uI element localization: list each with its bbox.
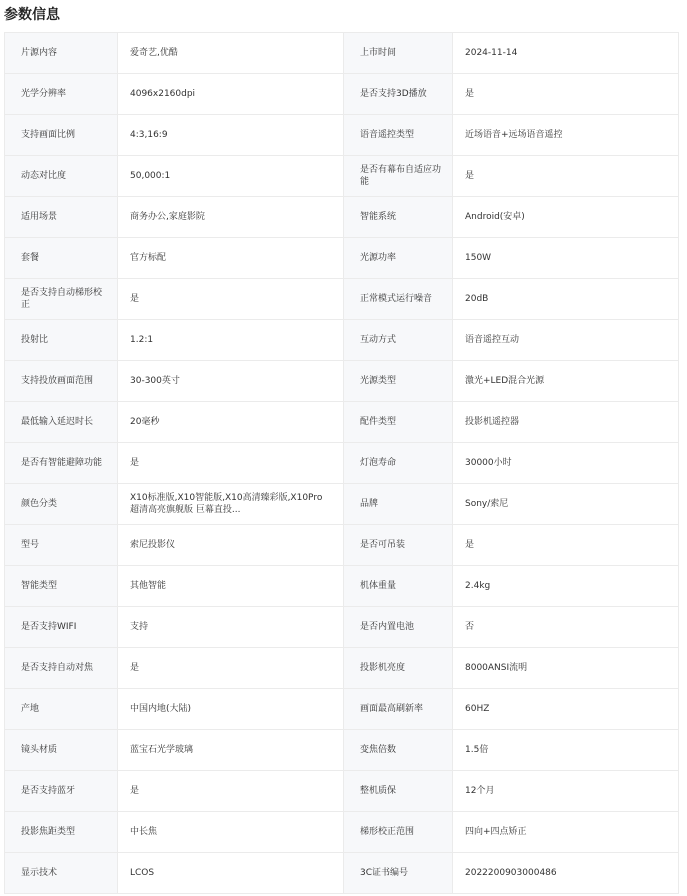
param-value: 语音遥控互动 bbox=[465, 335, 520, 345]
param-name-cell bbox=[5, 525, 118, 566]
param-name-cell bbox=[5, 279, 118, 320]
param-name: 是否支持自动梯形校正 bbox=[21, 288, 103, 310]
param-name: 动态对比度 bbox=[21, 171, 67, 181]
param-name-cell bbox=[344, 607, 453, 648]
param-value: 商务办公,家庭影院 bbox=[130, 212, 205, 222]
param-value: LCOS bbox=[130, 868, 155, 878]
param-value: 蓝宝石光学玻璃 bbox=[130, 745, 194, 755]
param-value: 4096x2160dpi bbox=[130, 89, 196, 99]
table-row bbox=[5, 853, 679, 894]
param-value: 是 bbox=[465, 171, 475, 181]
param-value: 4:3,16:9 bbox=[130, 130, 168, 140]
parameters-table-body bbox=[5, 33, 679, 894]
param-value: 1.5倍 bbox=[465, 745, 489, 755]
param-value-cell bbox=[453, 361, 679, 402]
param-name: 是否可吊装 bbox=[360, 540, 406, 550]
param-value-cell bbox=[453, 484, 679, 525]
param-value: 中长焦 bbox=[130, 827, 158, 837]
param-value-cell bbox=[118, 74, 344, 115]
param-name: 光源功率 bbox=[360, 253, 397, 263]
param-value: 中国内地(大陆) bbox=[130, 704, 192, 714]
param-name: 画面最高刷新率 bbox=[360, 704, 424, 714]
param-name-cell bbox=[344, 74, 453, 115]
table-row bbox=[5, 484, 679, 525]
param-name-cell bbox=[344, 771, 453, 812]
param-value-cell bbox=[118, 607, 344, 648]
param-value-cell bbox=[118, 812, 344, 853]
param-value-cell bbox=[118, 238, 344, 279]
param-value: Sony/索尼 bbox=[465, 499, 509, 509]
param-name-cell bbox=[344, 525, 453, 566]
param-value: 30-300英寸 bbox=[130, 376, 180, 386]
param-value-cell bbox=[118, 115, 344, 156]
param-name: 互动方式 bbox=[360, 335, 397, 345]
param-value: 是 bbox=[465, 89, 475, 99]
param-name: 最低输入延迟时长 bbox=[21, 417, 94, 427]
param-value-cell bbox=[453, 730, 679, 771]
param-name-cell bbox=[344, 566, 453, 607]
param-value-cell bbox=[453, 197, 679, 238]
param-value-cell bbox=[118, 853, 344, 894]
param-value: 支持 bbox=[130, 622, 149, 632]
param-name-cell bbox=[5, 607, 118, 648]
param-value: Android(安卓) bbox=[465, 212, 525, 222]
param-name-cell bbox=[344, 853, 453, 894]
table-row bbox=[5, 33, 679, 74]
param-name-cell bbox=[5, 402, 118, 443]
param-value: 2024-11-14 bbox=[465, 48, 518, 58]
param-value: 官方标配 bbox=[130, 253, 167, 263]
param-value-cell bbox=[118, 197, 344, 238]
param-name-cell bbox=[5, 689, 118, 730]
param-name: 变焦倍数 bbox=[360, 745, 397, 755]
table-row bbox=[5, 402, 679, 443]
param-name-cell bbox=[344, 238, 453, 279]
param-value: 150W bbox=[465, 253, 492, 263]
table-row bbox=[5, 771, 679, 812]
param-name-cell bbox=[5, 156, 118, 197]
param-name-cell bbox=[344, 443, 453, 484]
parameters-table bbox=[4, 32, 679, 894]
param-value: 是 bbox=[130, 458, 140, 468]
param-name-cell bbox=[5, 197, 118, 238]
param-value-cell bbox=[453, 115, 679, 156]
param-name: 品牌 bbox=[360, 499, 379, 509]
param-name: 投影机亮度 bbox=[360, 663, 406, 673]
param-name: 3C证书编号 bbox=[360, 868, 409, 878]
param-name-cell bbox=[5, 648, 118, 689]
param-name-cell bbox=[5, 853, 118, 894]
param-value-cell bbox=[453, 33, 679, 74]
param-name: 智能类型 bbox=[21, 581, 58, 591]
param-name-cell bbox=[5, 812, 118, 853]
param-name-cell bbox=[344, 484, 453, 525]
param-name-cell bbox=[344, 648, 453, 689]
param-value-cell bbox=[453, 443, 679, 484]
param-name: 支持画面比例 bbox=[21, 130, 76, 140]
param-name: 是否支持蓝牙 bbox=[21, 786, 76, 796]
param-value-cell bbox=[453, 238, 679, 279]
param-name: 镜头材质 bbox=[21, 745, 58, 755]
param-name: 支持投放画面范围 bbox=[21, 376, 94, 386]
param-value-cell bbox=[453, 525, 679, 566]
param-name-cell bbox=[344, 689, 453, 730]
param-name: 光学分辨率 bbox=[21, 89, 67, 99]
param-name-cell bbox=[5, 238, 118, 279]
param-name: 颜色分类 bbox=[21, 499, 58, 509]
table-row bbox=[5, 443, 679, 484]
param-name-cell bbox=[344, 156, 453, 197]
param-name: 是否内置电池 bbox=[360, 622, 415, 632]
table-row bbox=[5, 648, 679, 689]
param-value: 爱奇艺,优酷 bbox=[130, 48, 178, 58]
param-value-cell bbox=[118, 730, 344, 771]
param-value: 否 bbox=[465, 622, 475, 632]
table-row bbox=[5, 689, 679, 730]
param-name-cell bbox=[5, 115, 118, 156]
param-name: 套餐 bbox=[21, 253, 40, 263]
param-name-cell bbox=[344, 320, 453, 361]
param-name: 配件类型 bbox=[360, 417, 397, 427]
param-value-cell bbox=[118, 320, 344, 361]
param-name-cell bbox=[5, 361, 118, 402]
param-name: 梯形校正范围 bbox=[360, 827, 415, 837]
param-value-cell bbox=[118, 484, 344, 525]
param-value: X10标准版,X10智能版,X10高清臻彩版,X10Pro超清高亮旗舰版 巨幕直投... bbox=[130, 493, 323, 515]
param-name-cell bbox=[344, 115, 453, 156]
param-name: 光源类型 bbox=[360, 376, 397, 386]
param-value-cell bbox=[453, 607, 679, 648]
param-name: 适用场景 bbox=[21, 212, 58, 222]
param-value-cell bbox=[118, 443, 344, 484]
param-name: 整机质保 bbox=[360, 786, 397, 796]
param-name: 智能系统 bbox=[360, 212, 397, 222]
table-row bbox=[5, 730, 679, 771]
table-row bbox=[5, 812, 679, 853]
param-value: 是 bbox=[130, 294, 140, 304]
param-name: 是否支持WIFI bbox=[21, 622, 77, 632]
param-name-cell bbox=[344, 812, 453, 853]
param-value: 四向+四点矫正 bbox=[465, 827, 527, 837]
param-name-cell bbox=[5, 730, 118, 771]
table-row bbox=[5, 115, 679, 156]
param-name-cell bbox=[344, 402, 453, 443]
param-value-cell bbox=[453, 689, 679, 730]
param-name-cell bbox=[344, 730, 453, 771]
param-name-cell bbox=[5, 74, 118, 115]
param-value: 其他智能 bbox=[130, 581, 167, 591]
param-name: 是否有智能避障功能 bbox=[21, 458, 103, 468]
param-value: 30000小时 bbox=[465, 458, 512, 468]
param-name-cell bbox=[344, 33, 453, 74]
table-row bbox=[5, 361, 679, 402]
param-value: 50,000:1 bbox=[130, 171, 171, 181]
param-value: 投影机遥控器 bbox=[465, 417, 520, 427]
param-name: 是否有幕布自适应功能 bbox=[360, 165, 442, 187]
param-value-cell bbox=[118, 525, 344, 566]
param-name: 型号 bbox=[21, 540, 40, 550]
param-value-cell bbox=[118, 361, 344, 402]
param-value-cell bbox=[118, 156, 344, 197]
param-name-cell bbox=[5, 771, 118, 812]
table-row bbox=[5, 197, 679, 238]
param-name: 正常模式运行噪音 bbox=[360, 294, 433, 304]
param-value: 索尼投影仪 bbox=[130, 540, 176, 550]
table-row bbox=[5, 74, 679, 115]
param-value-cell bbox=[453, 771, 679, 812]
param-name: 上市时间 bbox=[360, 48, 397, 58]
param-value: 是 bbox=[130, 786, 140, 796]
param-name: 产地 bbox=[21, 704, 40, 714]
param-value-cell bbox=[118, 402, 344, 443]
param-value-cell bbox=[118, 771, 344, 812]
param-value: 激光+LED混合光源 bbox=[465, 376, 545, 386]
param-value-cell bbox=[118, 279, 344, 320]
param-name-cell bbox=[5, 443, 118, 484]
param-value: 20dB bbox=[465, 294, 489, 304]
param-value-cell bbox=[453, 320, 679, 361]
param-value: 60HZ bbox=[465, 704, 490, 714]
param-value-cell bbox=[453, 156, 679, 197]
table-row bbox=[5, 525, 679, 566]
param-name-cell bbox=[5, 33, 118, 74]
table-row bbox=[5, 238, 679, 279]
param-name-cell bbox=[5, 320, 118, 361]
param-value-cell bbox=[453, 402, 679, 443]
param-name: 语音遥控类型 bbox=[360, 130, 415, 140]
param-value-cell bbox=[118, 566, 344, 607]
param-value-cell bbox=[453, 566, 679, 607]
param-value: 2.4kg bbox=[465, 581, 491, 591]
param-value: 近场语音+远场语音遥控 bbox=[465, 130, 563, 140]
param-value-cell bbox=[118, 33, 344, 74]
param-value-cell bbox=[118, 648, 344, 689]
param-name-cell bbox=[344, 361, 453, 402]
param-value-cell bbox=[118, 689, 344, 730]
section-title: 参数信息 bbox=[4, 7, 60, 23]
table-row bbox=[5, 607, 679, 648]
param-value: 是 bbox=[130, 663, 140, 673]
param-name: 机体重量 bbox=[360, 581, 397, 591]
param-value: 2022200903000486 bbox=[465, 868, 557, 878]
param-name: 投影焦距类型 bbox=[21, 827, 76, 837]
param-name: 是否支持自动对焦 bbox=[21, 663, 94, 673]
param-value-cell bbox=[453, 812, 679, 853]
param-value-cell bbox=[453, 74, 679, 115]
param-value: 12个月 bbox=[465, 786, 495, 796]
param-value: 1.2:1 bbox=[130, 335, 154, 345]
param-value-cell bbox=[453, 648, 679, 689]
param-value: 8000ANSI流明 bbox=[465, 663, 528, 673]
param-name-cell bbox=[5, 566, 118, 607]
param-value: 20毫秒 bbox=[130, 417, 160, 427]
table-row bbox=[5, 156, 679, 197]
param-name: 片源内容 bbox=[21, 48, 58, 58]
param-name-cell bbox=[344, 279, 453, 320]
param-name-cell bbox=[344, 197, 453, 238]
param-name: 显示技术 bbox=[21, 868, 58, 878]
param-name: 是否支持3D播放 bbox=[360, 89, 427, 99]
table-row bbox=[5, 566, 679, 607]
param-name-cell bbox=[5, 484, 118, 525]
param-name: 灯泡寿命 bbox=[360, 458, 397, 468]
table-row bbox=[5, 320, 679, 361]
param-name: 投射比 bbox=[21, 335, 49, 345]
param-value-cell bbox=[453, 279, 679, 320]
param-value-cell bbox=[453, 853, 679, 894]
table-row bbox=[5, 279, 679, 320]
param-value: 是 bbox=[465, 540, 475, 550]
